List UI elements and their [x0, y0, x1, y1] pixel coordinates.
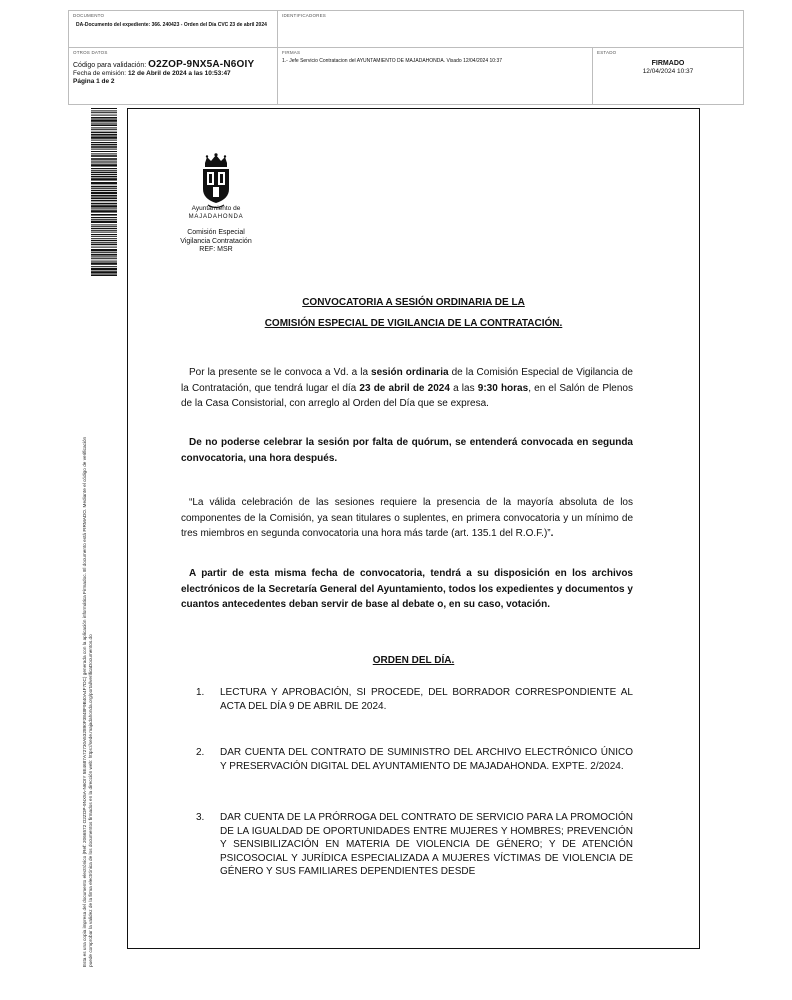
documento-value: DA-Documento del expediente: 366. 240423 - Orden del Día CVC 23 de abril 2024 [76, 22, 267, 28]
agenda-item [196, 811, 633, 879]
barcode-image [91, 108, 117, 276]
paragraph-quorum: De no poderse celebrar la sesión por falta de quórum, se entenderá convocada en segunda convocatoria, una hora después. [181, 437, 633, 464]
header-row-top [69, 11, 743, 47]
firma-entry: 1.- Jefe Servicio Contratacion del AYUNTAMIENTO DE MAJADAHONDA. Visado 12/04/2024 10:37 [282, 58, 503, 64]
agenda-item-text: LECTURA Y APROBACIÓN, SI PROCEDE, DEL BORRADOR CORRESPONDIENTE AL ACTA DEL DÍA 9 DE ABRIL DE 2024. [220, 687, 633, 712]
validation-code[interactable]: O2ZOP-9NX5A-N6OIY [148, 59, 255, 70]
agenda-item-text: DAR CUENTA DE LA PRÓRROGA DEL CONTRATO DE SERVICIO PARA LA PROMOCIÓN DE LA IGUALDAD DE OPORTUNIDADES ENTRE MUJERES Y HOMBRES; PREVENCIÓN Y SENSIBILIZACIÓN EN MATERIA DE VIOLENCIA DE GÉNERO; Y DE ATENCIÓN PSICOSOCIAL Y JURÍDICA ESPECIALIZADA A MUJERES VÍCTIMAS DE VIOLENCIA DE GÉNERO Y SUS FAMILIARES DEPENDIENTES DESDE [220, 812, 633, 877]
orden-del-dia-title: ORDEN DEL DÍA. [372, 655, 455, 666]
page-indicator: Página 1 de 2 [73, 78, 115, 85]
emission-date-prefix: Fecha de emisión: [73, 70, 127, 77]
document-header-grid [68, 10, 744, 105]
agenda-item [196, 746, 633, 773]
agenda-item-text: DAR CUENTA DEL CONTRATO DE SUMINISTRO DEL ARCHIVO ELECTRÓNICO ÚNICO Y PRESERVACIÓN DIGITAL DEL AYUNTAMIENTO DE MAJADAHONDA. EXPTE. 2/2024. [220, 747, 633, 772]
department-line-1: Comisión Especial [187, 229, 245, 236]
status-block [597, 60, 739, 76]
otros-datos-cell [69, 48, 277, 104]
documento-cell [69, 11, 277, 47]
status-date: 12/04/2024 10:37 [642, 68, 694, 75]
agenda-item-number: 3. [196, 812, 205, 823]
department-ref: REF: MSR [199, 246, 233, 253]
agenda-item-number: 2. [196, 747, 205, 758]
ayuntamiento-line-1: Ayuntamiento de [191, 205, 241, 212]
agenda-item [196, 686, 633, 713]
validation-code-prefix: Código para validación: [73, 62, 147, 69]
department-line-2: Vigilancia Contratación [180, 237, 252, 245]
emission-date: 12 de Abril de 2024 a las 10:53:47 [127, 70, 231, 77]
department-block [166, 229, 266, 255]
identificadores-label: IDENTIFICADORES [282, 13, 327, 18]
identificadores-cell [277, 11, 743, 47]
verification-line-1: Esta es una copia impresa del documento electrónico (Ref: 2066572 O2ZOP-9NX5A-N6OIY 5E4687A72730A532890F3848F9B40A4F7DC) generada con la aplicación informática Firmadoc. El documento está FIRMADO. Mediante el código de verificación [82, 436, 87, 967]
status-badge: FIRMADO [651, 60, 685, 67]
header-row-bottom [69, 47, 743, 104]
estado-label: ESTADO [597, 50, 617, 55]
document-title-line-1: CONVOCATORIA A SESIÓN ORDINARIA DE LA [302, 297, 525, 308]
document-title-line-2: COMISIÓN ESPECIAL DE VIGILANCIA DE LA CONTRATACIÓN. [264, 318, 563, 329]
paragraph-convocatoria: Por la presente se le convoca a Vd. a la sesión ordinaria de la Comisión Especial de Vigilancia de la Contratación, que tendrá lugar el día 23 de abril de 2024 a las 9:30 horas, en el Salón de Plenos de la Casa Consistorial, con arreglo al Orden del Día que se expresa. [181, 367, 633, 409]
emission-date-line [73, 70, 273, 78]
validation-code-line [73, 60, 273, 70]
paragraph-disposicion: A partir de esta misma fecha de convocatoria, tendrá a su disposición en los archivos electrónicos de la Secretaría General del Ayuntamiento, todos los expedientes y documentos y cuantos antecedentes deban servir de base al debate o, en su caso, votación. [181, 568, 633, 610]
document-page [127, 108, 700, 949]
majadahonda-crest-logo [196, 153, 236, 211]
agenda-item-number: 1. [196, 687, 205, 698]
otros-datos-label: OTROS DATOS [73, 50, 108, 55]
estado-cell [592, 48, 743, 104]
verification-line-2: puede comprobar la validez de la firma electrónica de los documentos firmados en la dirección web: https://sede.majadahonda.org/portal/verificaDocumentos.do [87, 634, 93, 967]
paragraph-rof-quote: “La válida celebración de las sesiones requiere la presencia de la mayoría absoluta de los componentes de la Comisión, ya sean titulares o suplentes, en primera convocatoria y un mínimo de tres miembros en segunda convocatoria una hora más tarde (art. 135.1 del R.O.F.)”. [181, 497, 633, 539]
verification-side-text [82, 267, 98, 967]
firmas-label: FIRMAS [282, 50, 301, 55]
ayuntamiento-line-2: MAJADAHONDA [188, 214, 244, 220]
documento-label: DOCUMENTO [73, 13, 105, 18]
firmas-cell [277, 48, 592, 104]
